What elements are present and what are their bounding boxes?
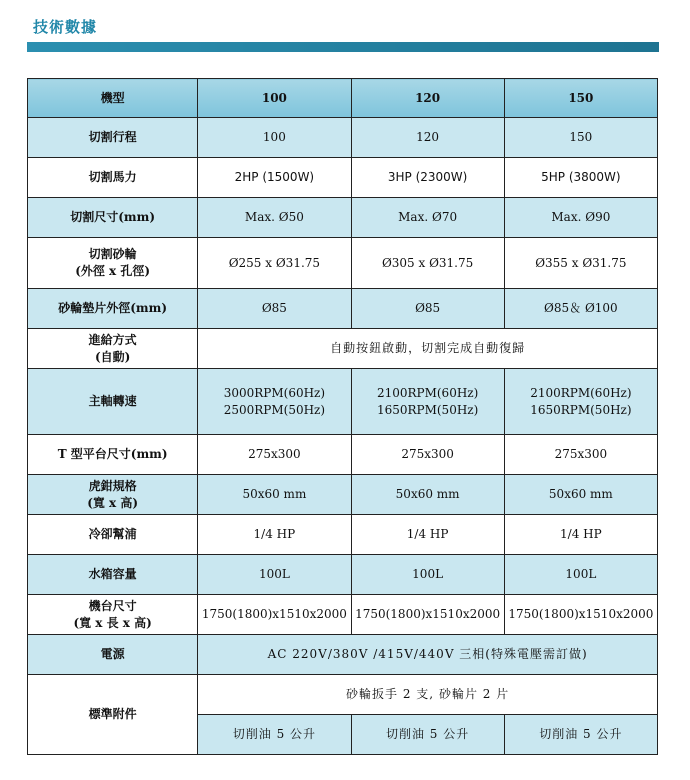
header-row xyxy=(28,79,658,118)
cell-value: 100L xyxy=(351,555,504,595)
cell-value: 275x300 xyxy=(198,435,351,475)
row-label: 切割尺寸(mm) xyxy=(28,198,198,238)
row-label-line1: 進給方式 xyxy=(88,332,137,347)
header-label: 機型 xyxy=(28,79,198,118)
cell-value: 切削油 5 公升 xyxy=(198,715,351,755)
cell-value: 275x300 xyxy=(351,435,504,475)
row-feed xyxy=(28,329,658,369)
row-label-line2: (寬 x 長 x 高) xyxy=(73,615,152,630)
cell-value: 50x60 mm xyxy=(198,475,351,515)
row-label: 切割馬力 xyxy=(28,158,198,198)
cell-value: 切削油 5 公升 xyxy=(504,715,657,755)
page-title: 技術數據 xyxy=(33,18,98,36)
model-120: 120 xyxy=(351,79,504,118)
cell-value: 切削油 5 公升 xyxy=(351,715,504,755)
row-label: 電源 xyxy=(28,635,198,675)
cell-value: 砂輪扳手 2 支, 砂輪片 2 片 xyxy=(198,675,658,715)
cell-value: 1/4 HP xyxy=(504,515,657,555)
row-power-supply xyxy=(28,635,658,675)
row-label: 水箱容量 xyxy=(28,555,198,595)
cell-value: 1750(1800)x1510x2000 xyxy=(198,595,351,635)
cell-value: 2HP (1500W) xyxy=(198,158,351,198)
cell-line: 2100RPM(60Hz) xyxy=(376,385,479,400)
row-label: T 型平台尺寸(mm) xyxy=(28,435,198,475)
row-label xyxy=(28,238,198,289)
row-label: 冷卻幫浦 xyxy=(28,515,198,555)
model-100: 100 xyxy=(198,79,351,118)
cell-value: 3HP (2300W) xyxy=(351,158,504,198)
cell-value: Ø355 x Ø31.75 xyxy=(504,238,657,289)
cell-line: 2100RPM(60Hz) xyxy=(530,385,632,400)
cell-value: 100 xyxy=(198,118,351,158)
row-label-line1: 虎鉗規格 xyxy=(88,478,137,493)
cell-value: 自動按鈕啟動，切割完成自動復歸 xyxy=(198,329,658,369)
row-label: 砂輪墊片外徑(mm) xyxy=(28,289,198,329)
row-label-line2: (寬 x 高) xyxy=(87,495,139,510)
cell-line: 3000RPM(60Hz) xyxy=(223,385,326,400)
row-wheel xyxy=(28,238,658,289)
cell-value: Ø85 xyxy=(198,289,351,329)
title-bar xyxy=(27,42,659,52)
cell-value: 5HP (3800W) xyxy=(504,158,657,198)
cell-value: 1750(1800)x1510x2000 xyxy=(351,595,504,635)
cell-value: Max. Ø70 xyxy=(351,198,504,238)
row-pump xyxy=(28,515,658,555)
row-tank xyxy=(28,555,658,595)
row-vise xyxy=(28,475,658,515)
cell-value: Max. Ø50 xyxy=(198,198,351,238)
cell-value: 50x60 mm xyxy=(504,475,657,515)
cell-value: 50x60 mm xyxy=(351,475,504,515)
cell-value: 100L xyxy=(504,555,657,595)
cell-value: Ø255 x Ø31.75 xyxy=(198,238,351,289)
row-label xyxy=(28,329,198,369)
row-label-line1: 機台尺寸 xyxy=(88,598,137,613)
row-label: 主軸轉速 xyxy=(28,369,198,435)
row-spindle xyxy=(28,369,658,435)
row-machine-size xyxy=(28,595,658,635)
row-pad xyxy=(28,289,658,329)
cell-value: 1750(1800)x1510x2000 xyxy=(504,595,657,635)
row-label-line1: 切割砂輪 xyxy=(88,247,137,261)
row-cut-size xyxy=(28,198,658,238)
cell-value: 1/4 HP xyxy=(351,515,504,555)
cell-value: 150 xyxy=(504,118,657,158)
cell-value: AC 220V/380V /415V/440V 三相(特殊電壓需訂做) xyxy=(198,635,658,675)
cell-line: 2500RPM(50Hz) xyxy=(223,402,326,417)
cell-value: Ø305 x Ø31.75 xyxy=(351,238,504,289)
model-150: 150 xyxy=(504,79,657,118)
row-label-line2: (外徑 x 孔徑) xyxy=(75,264,151,278)
row-table-size xyxy=(28,435,658,475)
cell-value: Ø85 xyxy=(351,289,504,329)
cell-value xyxy=(198,369,351,435)
cell-value: 275x300 xyxy=(504,435,657,475)
row-label-line2: (自動) xyxy=(94,349,131,364)
row-label xyxy=(28,595,198,635)
spec-table xyxy=(27,78,658,755)
row-label: 切割行程 xyxy=(28,118,198,158)
cell-value: Ø85＆ Ø100 xyxy=(504,289,657,329)
row-label xyxy=(28,475,198,515)
cell-value xyxy=(351,369,504,435)
row-stroke xyxy=(28,118,658,158)
row-power xyxy=(28,158,658,198)
cell-value: 120 xyxy=(351,118,504,158)
cell-value: Max. Ø90 xyxy=(504,198,657,238)
cell-value xyxy=(504,369,657,435)
cell-value: 100L xyxy=(198,555,351,595)
cell-line: 1650RPM(50Hz) xyxy=(376,402,479,417)
row-label: 標準附件 xyxy=(28,675,198,755)
cell-line: 1650RPM(50Hz) xyxy=(530,402,632,417)
cell-value: 1/4 HP xyxy=(198,515,351,555)
row-accessories xyxy=(28,675,658,715)
